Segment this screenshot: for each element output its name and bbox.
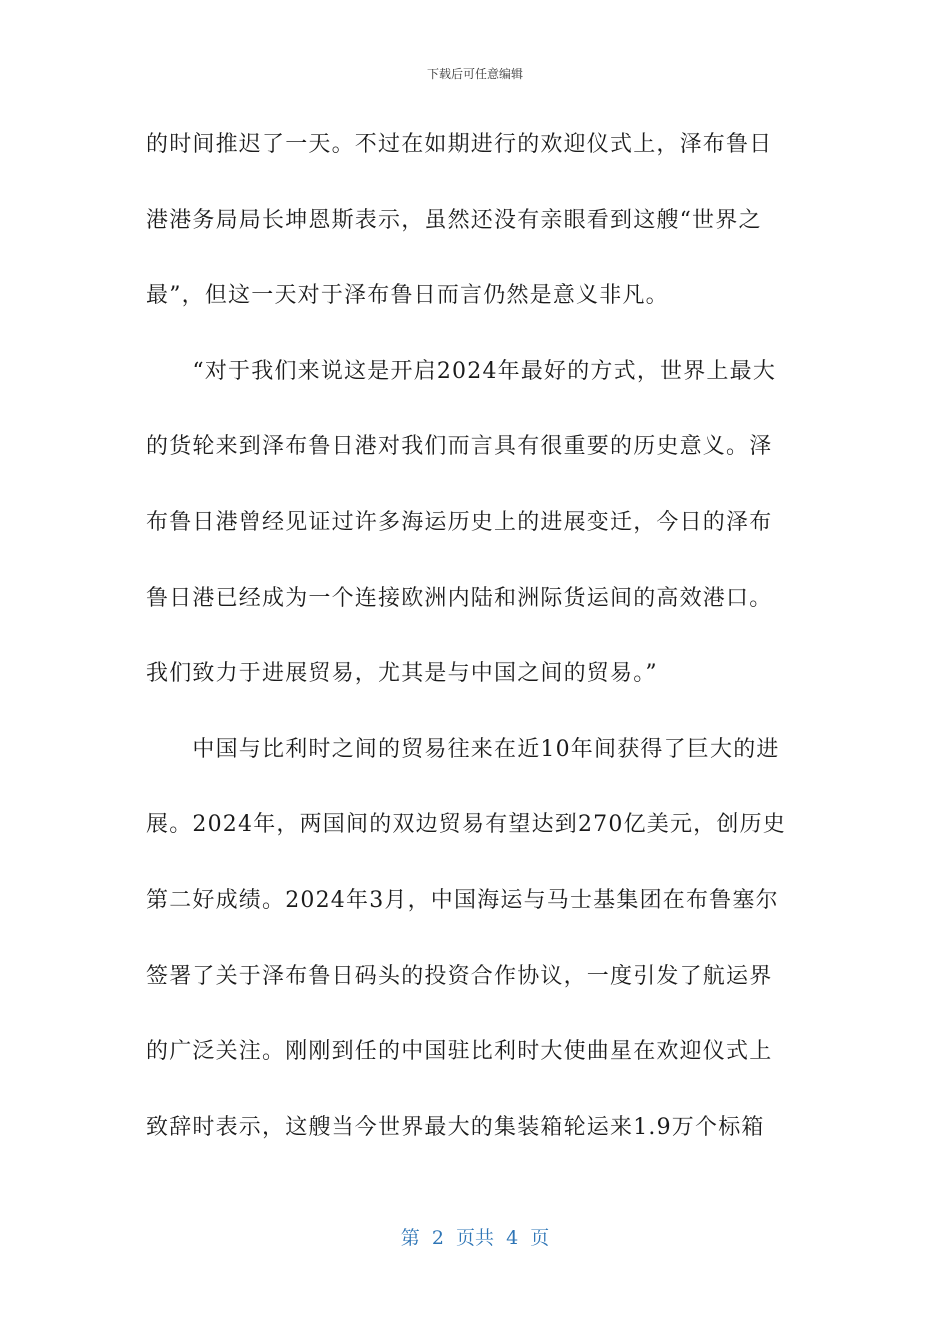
text-line: 签署了关于泽布鲁日码头的投资合作协议，一度引发了航运界 — [146, 963, 773, 989]
page-header-note: 下载后可任意编辑 — [426, 67, 523, 81]
text-line: 布鲁日港曾经见证过许多海运历史上的进展变迁，今日的泽布 — [146, 509, 773, 535]
text-line: 致辞时表示，这艘当今世界最大的集装箱轮运来1.9万个标箱 — [146, 1114, 765, 1140]
document-body — [146, 120, 806, 1178]
text-line: 展。2024年，两国间的双边贸易有望达到270亿美元，创历史 — [146, 812, 786, 838]
text-line: 的时间推迟了一天。不过在如期进行的欢迎仪式上，泽布鲁日 — [146, 132, 773, 157]
text-line: “对于我们来说这是开启2024年最好的方式，世界上最大 — [146, 358, 777, 384]
text-line: 鲁日港已经成为一个连接欧洲内陆和洲际货运间的高效港口。 — [146, 585, 773, 611]
text-line: 中国与比利时之间的贸易往来在近10年间获得了巨大的进 — [146, 736, 780, 762]
text-line: 最”，但这一天对于泽布鲁日而言仍然是意义非凡。 — [146, 283, 669, 309]
text-line: 第二好成绩。2024年3月，中国海运与马士基集团在布鲁塞尔 — [146, 887, 779, 913]
text-line: 我们致力于进展贸易，尤其是与中国之间的贸易。” — [146, 661, 658, 687]
text-line: 港港务局局长坤恩斯表示，虽然还没有亲眼看到这艘“世界之 — [146, 207, 762, 233]
page-number-footer: 第 2 页共 4 页 — [400, 1227, 550, 1249]
text-line: 的货轮来到泽布鲁日港对我们而言具有很重要的历史意义。泽 — [146, 434, 773, 460]
text-line: 的广泛关注。刚刚到任的中国驻比利时大使曲星在欢迎仪式上 — [146, 1039, 773, 1065]
